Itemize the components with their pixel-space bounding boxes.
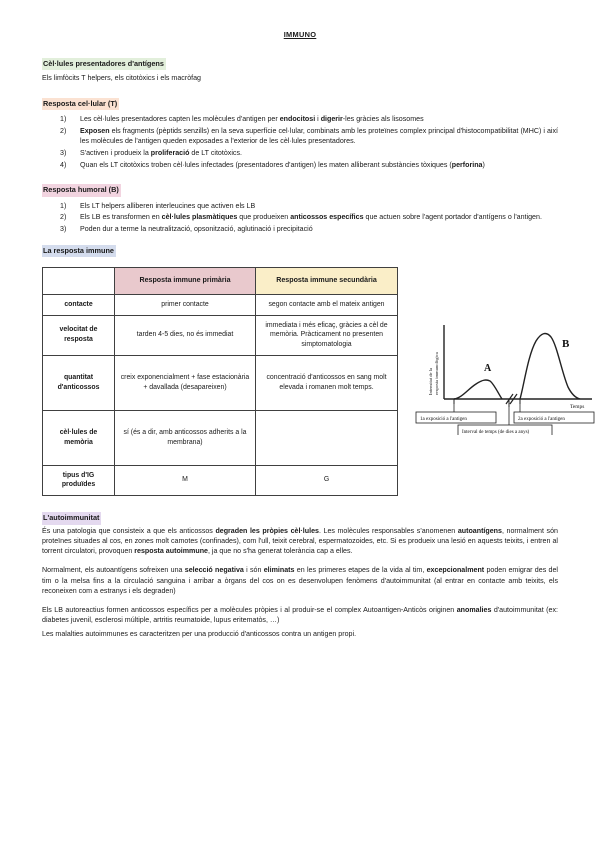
comparison-table bbox=[42, 267, 398, 496]
table-corner-cell bbox=[43, 268, 115, 295]
cell-secondary: segon contacte amb el mateix antigen bbox=[256, 295, 398, 316]
cell-primary: primer contacte bbox=[115, 295, 256, 316]
immune-response-chart bbox=[410, 315, 600, 435]
list-item: Els LB es transformen en cèl·lules plasmàtiques que produeixen anticossos específics que actuen sobre l'agent portador d'antígens o l'antigen. bbox=[80, 213, 542, 222]
row-label: tipus d'IG produïdes bbox=[43, 465, 115, 495]
cell-primary: tarden 4-5 dies, no és immediat bbox=[115, 315, 256, 355]
humoral-response-list bbox=[42, 201, 558, 235]
table-row bbox=[43, 295, 398, 316]
paragraph: Els LB autoreactius formen anticossos específics per a molècules pròpies i al produir-se el complex Autoantigen-Anticòs originen anomalies d'autoimmunitat (ex: diabetes juvenil, esclerosi múltiple, artritis reumatoide, lupus eritematòs, …) bbox=[42, 606, 558, 625]
autoimmunity-paragraphs bbox=[42, 526, 558, 640]
heading-humoral-response: Resposta humoral (B) bbox=[42, 184, 121, 197]
callout-interval: Interval de temps (de dies a anys) bbox=[462, 430, 530, 436]
cell-secondary: concentració d'anticossos en sang molt elevada i romanen molt temps. bbox=[256, 355, 398, 410]
cell-primary: creix exponencialment + fase estacionària + davallada (desapareixen) bbox=[115, 355, 256, 410]
table-row bbox=[43, 315, 398, 355]
emphasis: autoantígens bbox=[457, 526, 502, 535]
list-item: Exposen els fragments (pèptids senzills) en la seva superfície cel·lular, combinats amb les proteïnes complex principal d'histocompatibilitat (MHC) i així les molècules de l'antigen queden exposades a l'exterior de les cèl·lules presentadores. bbox=[80, 126, 558, 146]
list-item: Poden dur a terme la neutralització, opsonització, aglutinació i precipitació bbox=[80, 225, 313, 234]
table-head bbox=[43, 268, 398, 295]
section-immune-response bbox=[42, 245, 585, 496]
immune-response-comparison bbox=[42, 267, 585, 496]
table-header-row bbox=[43, 268, 398, 295]
heading-autoimmunity: L'autoimmunitat bbox=[42, 512, 101, 525]
cell-primary: M bbox=[115, 465, 256, 495]
chart-xlabel: Temps bbox=[570, 404, 585, 411]
list-item: Les cèl·lules presentadores capten les molècules d'antigen per endocitosi i digerir-les gràcies als lisosomes bbox=[80, 115, 424, 124]
row-label: quantitat d'anticossos bbox=[43, 355, 115, 410]
list-item: S'activen i produeix la proliferació de LT citotòxics. bbox=[80, 149, 242, 158]
emphasis: anomalies bbox=[456, 606, 492, 615]
antigen-cells-body: Els limfòcits T helpers, els citotòxics i els macròfag bbox=[42, 74, 202, 83]
curve-primary-response bbox=[454, 380, 502, 399]
emphasis: perforina bbox=[451, 160, 483, 169]
chart-ylabel: Intensitat de laresposta immunològica bbox=[428, 352, 439, 396]
table-row bbox=[43, 410, 398, 465]
emphasis: proliferació bbox=[150, 149, 190, 158]
row-label: velocitat de resposta bbox=[43, 315, 115, 355]
emphasis: eliminats bbox=[263, 566, 295, 575]
section-cellular-response bbox=[42, 98, 558, 170]
row-label: contacte bbox=[43, 295, 115, 316]
column-header-primary: Resposta immune primària bbox=[115, 268, 256, 295]
emphasis: endocitosi bbox=[279, 115, 316, 124]
cell-secondary bbox=[256, 410, 398, 465]
page-title: IMMUNO bbox=[283, 30, 317, 39]
section-antigen-presenting-cells bbox=[42, 58, 558, 84]
emphasis: digerir bbox=[320, 115, 343, 124]
callout-first-exposure: 1a exposició a l'antigen bbox=[420, 417, 467, 423]
emphasis: Exposen bbox=[80, 126, 110, 135]
emphasis: anticossos específics bbox=[290, 213, 364, 222]
column-header-secondary: Resposta immune secundària bbox=[256, 268, 398, 295]
cell-primary: sí (és a dir, amb anticossos adherits a la membrana) bbox=[115, 410, 256, 465]
callout-second-exposure: 2a exposició a l'antigen bbox=[518, 417, 565, 423]
table-row bbox=[43, 465, 398, 495]
list-item: Els LT helpers alliberen interleucines que activen els LB bbox=[80, 201, 256, 210]
chart-label-b: B bbox=[562, 338, 570, 351]
heading-immune-response: La resposta immune bbox=[42, 245, 116, 258]
heading-antigen-presenting-cells: Cèl·lules presentadores d'antígens bbox=[42, 58, 166, 71]
table-body bbox=[43, 295, 398, 496]
heading-cellular-response: Resposta cel·lular (T) bbox=[42, 98, 119, 111]
emphasis: selecció negativa bbox=[184, 566, 244, 575]
section-humoral-response bbox=[42, 184, 558, 234]
section-autoimmunity bbox=[42, 512, 558, 639]
paragraph: És una patologia que consisteix a que els anticossos degraden les pròpies cèl·lules. Les molècules responsables s'anomenen autoantígens, normalment són proteïnes situades al cos, en zones molt camotes (confinades), com l'ull, teixit cerebral, espermatozoides, etc. Si es produeix una lesió en aquests teixits, i entren al torrent circulatori, provoquen resposta autoimmune, ja que no s'ha generat tolerància cap a elles. bbox=[42, 526, 558, 556]
emphasis: cèl·lules plasmàtiques bbox=[161, 213, 238, 222]
emphasis: excepcionalment bbox=[426, 566, 485, 575]
cell-secondary: G bbox=[256, 465, 398, 495]
cellular-response-list bbox=[42, 114, 558, 170]
table-row bbox=[43, 355, 398, 410]
emphasis: resposta autoimmune bbox=[134, 547, 208, 556]
paragraph: Normalment, els autoantígens sofreixen una selecció negativa i són eliminats en les primeres etapes de la vida al tim, excepcionalment poden emigrar des del tim o la melsa fins a la circulació sanguina i arribar a òrgans del cos on es desenvolupen fenòmens d'autoimmunitat (al entrar en contacte amb teixits, els reconeixen com a estranys i els degraden) bbox=[42, 566, 558, 595]
curve-secondary-response bbox=[520, 334, 580, 399]
list-item: Quan els LT citotòxics troben cèl·lules infectades (presentadores d'antigen) les maten alliberant substàncies tòxiques (perforina) bbox=[80, 160, 485, 169]
chart-svg bbox=[410, 315, 600, 435]
paragraph: Les malalties autoimmunes es caracteritzen per una producció d'anticossos contra un antigen propi. bbox=[42, 629, 357, 638]
row-label: cèl·lules de memòria bbox=[43, 410, 115, 465]
emphasis: degraden les pròpies cèl·lules bbox=[215, 526, 319, 535]
chart-label-a: A bbox=[484, 363, 492, 375]
cell-secondary: immediata i més eficaç, gràcies a cèl de memòria. Pràcticament no presenten simptomatologia bbox=[256, 315, 398, 355]
